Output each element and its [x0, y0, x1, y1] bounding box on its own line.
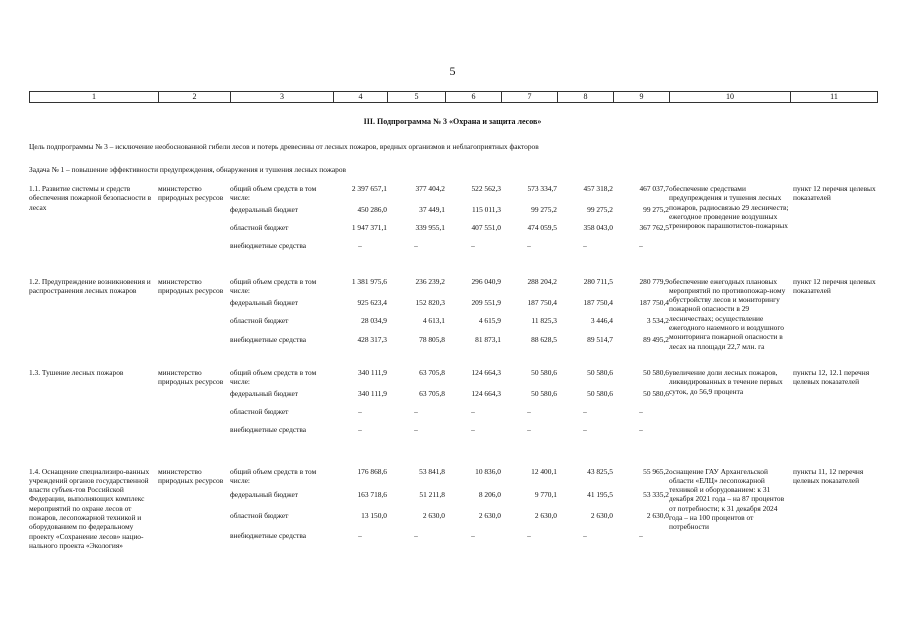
- measure-name: 1.4. Оснащение специализиро-ванных учреждений органов государственной власти субъек-тов Российской Федерации, выполняющих комплекс мероприятий по охране лесов от пожаров, лесопожарной техникой и оборудованием по федеральному проекту «Сохранение лесов» нацио-нального проекта «Экология»: [29, 466, 150, 550]
- target-indicator: пункты 11, 12 перечня целевых показателей: [793, 466, 864, 485]
- funding-source-label: областной бюджет: [230, 316, 289, 326]
- funding-amount: 99 275,2: [587, 204, 613, 214]
- funding-amount: 187 750,4: [527, 297, 557, 307]
- measure-executor: министерство природных ресурсов: [158, 466, 224, 485]
- funding-amount: 176 868,6: [357, 466, 387, 476]
- funding-source-label: федеральный бюджет: [230, 297, 299, 307]
- funding-amount: 2 630,0: [534, 510, 557, 520]
- expected-result: оснащение ГАУ Архангельской области «ЕЛЦ» лесопожарной техникой и оборудованием: к 31 декабря 2021 года – на 87 процентов от потребности; к 31 декабря 2024 года – на 100 процентов от потребности: [669, 466, 785, 532]
- funding-amount: 2 630,0: [646, 510, 669, 520]
- funding-amount: 124 664,3: [471, 367, 501, 377]
- funding-amount: 407 551,0: [471, 222, 501, 232]
- funding-amount: 63 705,8: [419, 367, 445, 377]
- funding-amount: –: [358, 531, 362, 541]
- funding-amount: –: [414, 424, 418, 434]
- funding-amount: 187 750,4: [583, 297, 613, 307]
- funding-amount: 50 580,6: [531, 367, 557, 377]
- funding-amount: 340 111,9: [357, 367, 387, 377]
- funding-amount: 280 779,9: [639, 276, 669, 286]
- funding-amount: 340 111,9: [357, 388, 387, 398]
- funding-amount: 78 805,8: [419, 334, 445, 344]
- funding-source-label: областной бюджет: [230, 222, 289, 232]
- funding-row: [29, 467, 877, 488]
- funding-amount: 1 381 975,6: [351, 276, 387, 286]
- funding-amount: 450 286,0: [357, 204, 387, 214]
- measure-name: 1.1. Развитие системы и средств обеспечения пожарной безопасности в лесах: [29, 184, 152, 212]
- funding-amount: 4 613,1: [422, 316, 445, 326]
- funding-amount: 522 562,3: [471, 184, 501, 193]
- funding-amount: 296 040,9: [471, 276, 501, 286]
- funding-amount: 573 334,7: [527, 184, 557, 193]
- funding-source-label: общий объем средств в том числе:: [230, 184, 317, 203]
- funding-source-label: общий объем средств в том числе:: [230, 466, 317, 485]
- funding-source-label: внебюджетные средства: [230, 424, 307, 434]
- funding-amount: 115 011,3: [471, 204, 501, 214]
- row-spacer-cell: [29, 257, 877, 277]
- funding-amount: 457 318,2: [583, 184, 613, 193]
- target-indicator: пункт 12 перечня целевых показателей: [793, 184, 876, 203]
- funding-amount: 377 404,2: [415, 184, 445, 193]
- expected-result: увеличение доли лесных пожаров, ликвидированных в течение первых суток, до 56,9 процента: [669, 367, 783, 396]
- column-number: 4: [334, 92, 388, 103]
- funding-amount: 236 239,2: [415, 276, 445, 286]
- funding-amount: 81 873,1: [475, 334, 501, 344]
- funding-amount: –: [358, 406, 362, 416]
- funding-source-label: внебюджетные средства: [230, 531, 307, 541]
- column-number: 5: [388, 92, 446, 103]
- funding-amount: 280 711,5: [583, 276, 613, 286]
- column-number: 11: [791, 92, 878, 103]
- funding-amount: –: [358, 424, 362, 434]
- funding-amount: 2 630,0: [422, 510, 445, 520]
- section-title: III. Подпрограмма № 3 «Охрана и защита лесов»: [363, 117, 542, 126]
- funding-amount: 1 947 371,1: [351, 222, 387, 232]
- funding-source-label: областной бюджет: [230, 406, 289, 416]
- funding-source-label: общий объем средств в том числе:: [230, 367, 317, 387]
- goal-text: Цель подпрограммы № 3 – исключение необоснованной гибели лесов и потерь древесины от лесных пожаров, вредных организмов и неблагоприятных факторов: [29, 142, 539, 151]
- funding-amount: 467 037,7: [639, 184, 669, 193]
- row-spacer: [29, 441, 877, 467]
- funding-amount: 63 705,8: [419, 388, 445, 398]
- funding-amount: 3 446,4: [590, 316, 613, 326]
- funding-amount: 9 770,1: [534, 489, 557, 499]
- funding-amount: –: [639, 531, 643, 541]
- funding-amount: 11 825,3: [531, 316, 557, 326]
- expected-result: обеспечение ежегодных плановых мероприятий по противопожар-ному обустройству лесов и мониторингу пожарной опасности в 29 лесничествах; осуществление ежегодного наземного и воздушного мониторинга пожарной опасности в лесах на площади 22,7 млн. га: [669, 276, 786, 351]
- funding-amount: –: [639, 406, 643, 416]
- funding-amount: 163 718,6: [357, 489, 387, 499]
- funding-amount: 12 400,1: [531, 466, 557, 476]
- measure-executor: министерство природных ресурсов: [158, 276, 224, 295]
- funding-amount: 43 825,5: [587, 466, 613, 476]
- funding-amount: –: [583, 406, 587, 416]
- funding-amount: –: [414, 406, 418, 416]
- funding-amount: 428 317,3: [357, 334, 387, 344]
- funding-amount: 28 034,9: [361, 316, 387, 326]
- funding-amount: 187 750,4: [639, 297, 669, 307]
- measure-name: 1.2. Предупреждение возникновения и распространения лесных пожаров: [29, 276, 151, 295]
- column-number: 3: [231, 92, 334, 103]
- funding-amount: 288 204,2: [527, 276, 557, 286]
- funding-amount: 50 580,6: [531, 388, 557, 398]
- column-number-header: [29, 91, 878, 103]
- funding-source-label: федеральный бюджет: [230, 204, 299, 214]
- measure-name: 1.3. Тушение лесных пожаров: [29, 367, 124, 377]
- task-text: Задача № 1 – повышение эффективности предупреждения, обнаружения и тушения лесных пожаров: [29, 165, 347, 174]
- funding-amount: 50 580,6: [587, 388, 613, 398]
- funding-source-label: областной бюджет: [230, 510, 289, 520]
- funding-amount: 3 534,2: [646, 316, 669, 326]
- funding-amount: –: [527, 240, 531, 250]
- measure-executor: министерство природных ресурсов: [158, 184, 224, 203]
- row-spacer-cell: [29, 441, 877, 467]
- column-number: 7: [502, 92, 558, 103]
- funding-amount: 8 206,0: [478, 489, 501, 499]
- row-spacer: [29, 351, 877, 368]
- column-number: 6: [446, 92, 502, 103]
- funding-amount: –: [527, 406, 531, 416]
- funding-amount: –: [527, 424, 531, 434]
- funding-source-label: внебюджетные средства: [230, 240, 307, 250]
- funding-amount: –: [583, 424, 587, 434]
- funding-amount: 4 615,9: [478, 316, 501, 326]
- page-number: 5: [449, 64, 456, 78]
- funding-amount: 339 955,1: [415, 222, 445, 232]
- row-spacer-cell: [29, 351, 877, 368]
- funding-amount: 10 836,0: [475, 466, 501, 476]
- funding-amount: 124 664,3: [471, 388, 501, 398]
- target-indicator: пункт 12 перечня целевых показателей: [793, 276, 876, 295]
- funding-amount: 367 762,5: [639, 222, 669, 232]
- funding-amount: –: [471, 406, 475, 416]
- column-number: 1: [30, 92, 159, 103]
- funding-amount: –: [639, 424, 643, 434]
- column-number: 2: [159, 92, 231, 103]
- funding-amount: 209 551,9: [471, 297, 501, 307]
- funding-amount: 2 630,0: [590, 510, 613, 520]
- funding-amount: 99 275,2: [531, 204, 557, 214]
- funding-amount: 50 580,6: [643, 388, 669, 398]
- funding-source-label: федеральный бюджет: [230, 489, 299, 499]
- funding-amount: 89 514,7: [587, 334, 613, 344]
- funding-row: [29, 184, 877, 203]
- funding-amount: 99 275,2: [643, 204, 669, 214]
- funding-amount: 55 965,2: [643, 466, 669, 476]
- funding-amount: –: [471, 424, 475, 434]
- funding-amount: 50 580,6: [643, 367, 669, 377]
- funding-amount: –: [471, 531, 475, 541]
- row-spacer: [29, 257, 877, 277]
- measures-table: [29, 184, 877, 550]
- funding-amount: –: [414, 240, 418, 250]
- funding-amount: 13 150,0: [361, 510, 387, 520]
- funding-amount: –: [414, 531, 418, 541]
- funding-amount: 474 059,5: [527, 222, 557, 232]
- funding-amount: 152 820,3: [415, 297, 445, 307]
- funding-amount: –: [527, 531, 531, 541]
- funding-amount: –: [471, 240, 475, 250]
- funding-source-label: внебюджетные средства: [230, 334, 307, 344]
- funding-amount: 53 335,2: [643, 489, 669, 499]
- funding-amount: 50 580,6: [587, 367, 613, 377]
- funding-amount: 2 630,0: [478, 510, 501, 520]
- column-number: 8: [558, 92, 614, 103]
- funding-amount: –: [639, 240, 643, 250]
- column-number: 10: [670, 92, 791, 103]
- funding-source-label: федеральный бюджет: [230, 388, 299, 398]
- funding-amount: 89 495,2: [643, 334, 669, 344]
- funding-amount: 51 211,8: [419, 489, 445, 499]
- column-number: 9: [614, 92, 670, 103]
- funding-amount: –: [358, 240, 362, 250]
- funding-amount: –: [583, 531, 587, 541]
- funding-amount: 358 043,0: [583, 222, 613, 232]
- target-indicator: пункты 12, 12.1 перечня целевых показателей: [793, 367, 870, 387]
- funding-amount: 925 623,4: [357, 297, 387, 307]
- funding-amount: 53 841,8: [419, 466, 445, 476]
- funding-source-label: общий объем средств в том числе:: [230, 276, 317, 295]
- funding-amount: –: [583, 240, 587, 250]
- expected-result: обеспечение средствами предупреждения и тушения лесных пожаров, радиосвязью 29 лесничеств; ежегодное проведение воздушных тренировок парашютистов-пожарных: [669, 184, 789, 231]
- measure-executor: министерство природных ресурсов: [158, 367, 224, 387]
- funding-row: [29, 368, 877, 387]
- funding-amount: 41 195,5: [587, 489, 613, 499]
- funding-amount: 2 397 657,1: [351, 184, 387, 193]
- funding-amount: 88 628,5: [531, 334, 557, 344]
- funding-row: [29, 277, 877, 296]
- funding-amount: 37 449,1: [419, 204, 445, 214]
